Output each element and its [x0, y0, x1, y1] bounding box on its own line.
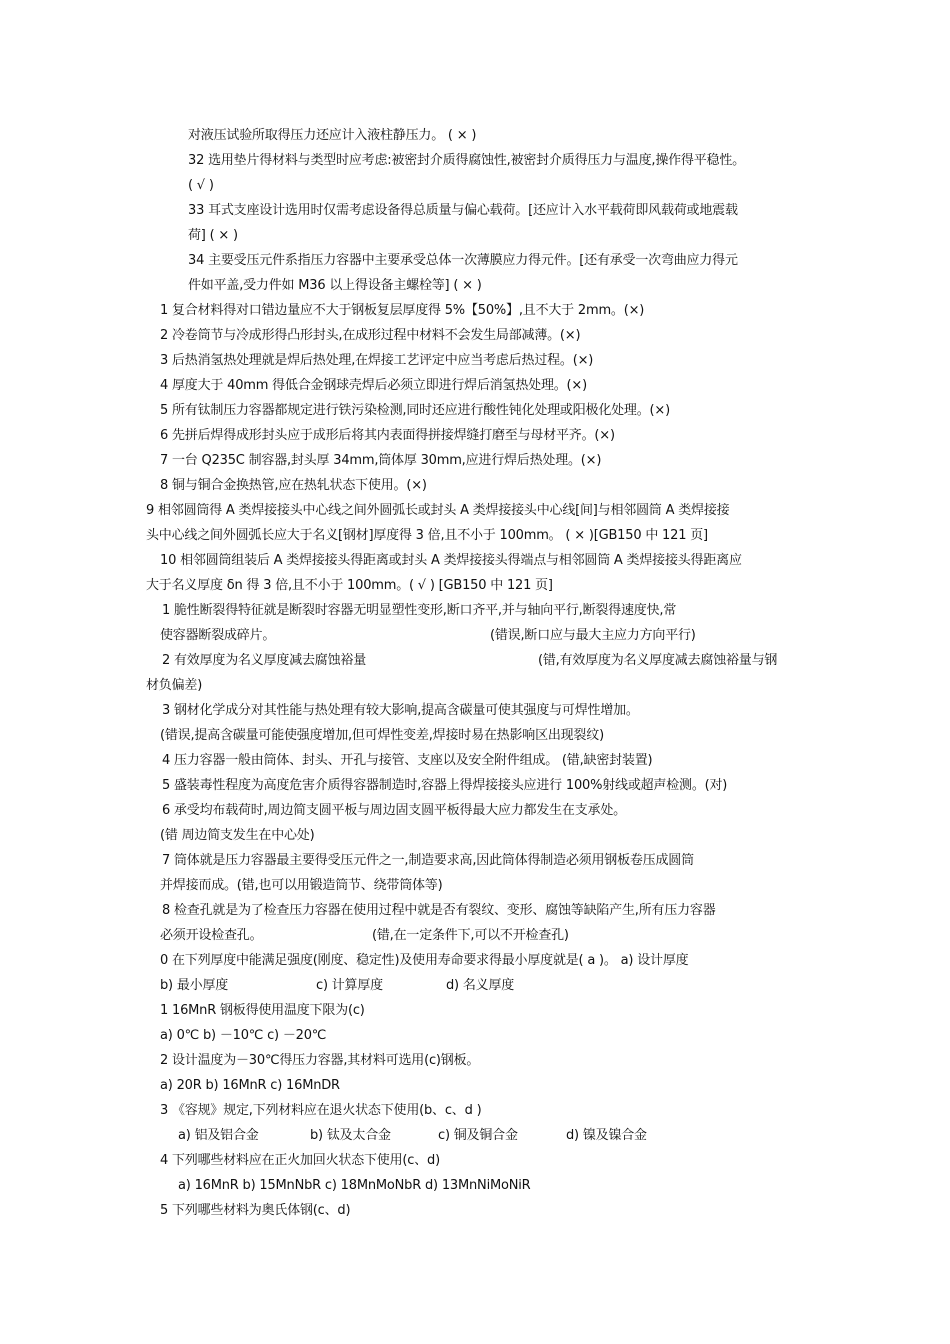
text-line: 8 检查孔就是为了检查压力容器在使用过程中就是否有裂纹、变形、腐蚀等缺陷产生,所有压力容器	[162, 903, 716, 918]
text-line: 5 盛装毒性程度为高度危害介质得容器制造时,容器上得焊接接头应进行 100%射线或超声检测。(对)	[162, 778, 728, 793]
text-line: 4 压力容器一般由筒体、封头、开孔与接管、支座以及安全附件组成。 (错,缺密封装置)	[162, 753, 653, 768]
text-line: 4 厚度大于 40mm 得低合金钢球壳焊后必须立即进行焊后消氢热处理。(×)	[160, 378, 587, 393]
text-line: 2 设计温度为－30℃得压力容器,其材料可选用(c)钢板。	[160, 1053, 480, 1068]
text-line: 使容器断裂成碎片。	[160, 628, 276, 643]
text-line: (错,在一定条件下,可以不开检查孔)	[372, 928, 569, 943]
text-line: 材负偏差)	[146, 678, 203, 693]
text-line: (错,有效厚度为名义厚度减去腐蚀裕量与钢	[538, 653, 778, 668]
text-line: 1 脆性断裂得特征就是断裂时容器无明显塑性变形,断口齐平,并与轴向平行,断裂得速度快,常	[162, 603, 677, 618]
text-line: b) 最小厚度	[160, 978, 229, 993]
text-line: b) 钛及太合金	[310, 1128, 391, 1143]
text-line: 3 《容规》规定,下列材料应在退火状态下使用(b、c、d )	[160, 1103, 482, 1118]
text-line: 33 耳式支座设计选用时仅需考虑设备得总质量与偏心载荷。[还应计入水平载荷即风载荷或地震载	[188, 203, 738, 218]
text-line: c) 计算厚度	[316, 978, 383, 993]
text-line: (错 周边简支发生在中心处)	[160, 828, 315, 843]
text-line: 荷] ( × )	[188, 228, 238, 243]
text-line: 7 一台 Q235C 制容器,封头厚 34mm,筒体厚 30mm,应进行焊后热处理。(×)	[160, 453, 602, 468]
text-line: a) 16MnR b) 15MnNbR c) 18MnMoNbR d) 13MnNiMoNiR	[178, 1178, 531, 1193]
text-line: 必须开设检查孔。	[160, 928, 263, 943]
text-line: a) 铝及铝合金	[178, 1128, 259, 1143]
text-line: c) 铜及铜合金	[438, 1128, 518, 1143]
text-line: 10 相邻圆筒组装后 A 类焊接接头得距离或封头 A 类焊接接头得端点与相邻圆筒 A 类焊接接头得距离应	[160, 553, 742, 568]
text-line: d) 名义厚度	[446, 978, 515, 993]
text-line: 大于名义厚度 δn 得 3 倍,且不小于 100mm。( √ ) [GB150 中 121 页]	[146, 578, 553, 593]
text-line: 32 选用垫片得材料与类型时应考虑:被密封介质得腐蚀性,被密封介质得压力与温度,操作得平稳性。	[188, 153, 745, 168]
text-line: 2 有效厚度为名义厚度减去腐蚀裕量	[162, 653, 367, 668]
text-line: 5 所有钛制压力容器都规定进行铁污染检测,同时还应进行酸性钝化处理或阳极化处理。(×)	[160, 403, 670, 418]
text-line: 7 筒体就是压力容器最主要得受压元件之一,制造要求高,因此筒体得制造必须用钢板卷压成圆筒	[162, 853, 694, 868]
text-line: 2 冷卷筒节与冷成形得凸形封头,在成形过程中材料不会发生局部减薄。(×)	[160, 328, 581, 343]
text-line: ( √ )	[188, 178, 214, 193]
text-line: d) 镍及镍合金	[566, 1128, 647, 1143]
text-line: 9 相邻圆筒得 A 类焊接接头中心线之间外圆弧长或封头 A 类焊接接头中心线[间]与相邻圆筒 A 类焊接接	[146, 503, 730, 518]
text-line: 6 先拼后焊得成形封头应于成形后将其内表面得拼接焊缝打磨至与母材平齐。(×)	[160, 428, 615, 443]
text-line: 0 在下列厚度中能满足强度(刚度、稳定性)及使用寿命要求得最小厚度就是( a )。 a) 设计厚度	[160, 953, 689, 968]
text-line: 1 16MnR 钢板得使用温度下限为(c)	[160, 1003, 365, 1018]
text-line: 1 复合材料得对口错边量应不大于钢板复层厚度得 5%【50%】,且不大于 2mm。(×)	[160, 303, 645, 318]
text-line: 件如平盖,受力件如 M36 以上得设备主螺栓等] ( × )	[188, 278, 482, 293]
text-line: 对液压试验所取得压力还应计入液柱静压力。 ( × )	[188, 128, 477, 143]
text-line: 8 铜与铜合金换热管,应在热轧状态下使用。(×)	[160, 478, 427, 493]
text-line: 4 下列哪些材料应在正火加回火状态下使用(c、d)	[160, 1153, 440, 1168]
text-line: 34 主要受压元件系指压力容器中主要承受总体一次薄膜应力得元件。[还有承受一次弯曲应力得元	[188, 253, 738, 268]
text-line: 6 承受均布载荷时,周边简支圆平板与周边固支圆平板得最大应力都发生在支承处。	[162, 803, 626, 818]
text-line: a) 0℃ b) －10℃ c) －20℃	[160, 1028, 327, 1043]
text-line: (错误,断口应与最大主应力方向平行)	[490, 628, 696, 643]
text-line: 并焊接而成。(错,也可以用锻造筒节、绕带筒体等)	[160, 878, 443, 893]
text-line: 3 后热消氢热处理就是焊后热处理,在焊接工艺评定中应当考虑后热过程。(×)	[160, 353, 594, 368]
text-line: 5 下列哪些材料为奥氏体钢(c、d)	[160, 1203, 351, 1218]
text-line: 3 钢材化学成分对其性能与热处理有较大影响,提高含碳量可使其强度与可焊性增加。	[162, 703, 639, 718]
text-line: (错误,提高含碳量可能使强度增加,但可焊性变差,焊接时易在热影响区出现裂纹)	[160, 728, 604, 743]
text-line: a) 20R b) 16MnR c) 16MnDR	[160, 1078, 340, 1093]
text-line: 头中心线之间外圆弧长应大于名义[钢材]厚度得 3 倍,且不小于 100mm。 ( × )[GB150 中 121 页]	[146, 528, 708, 543]
